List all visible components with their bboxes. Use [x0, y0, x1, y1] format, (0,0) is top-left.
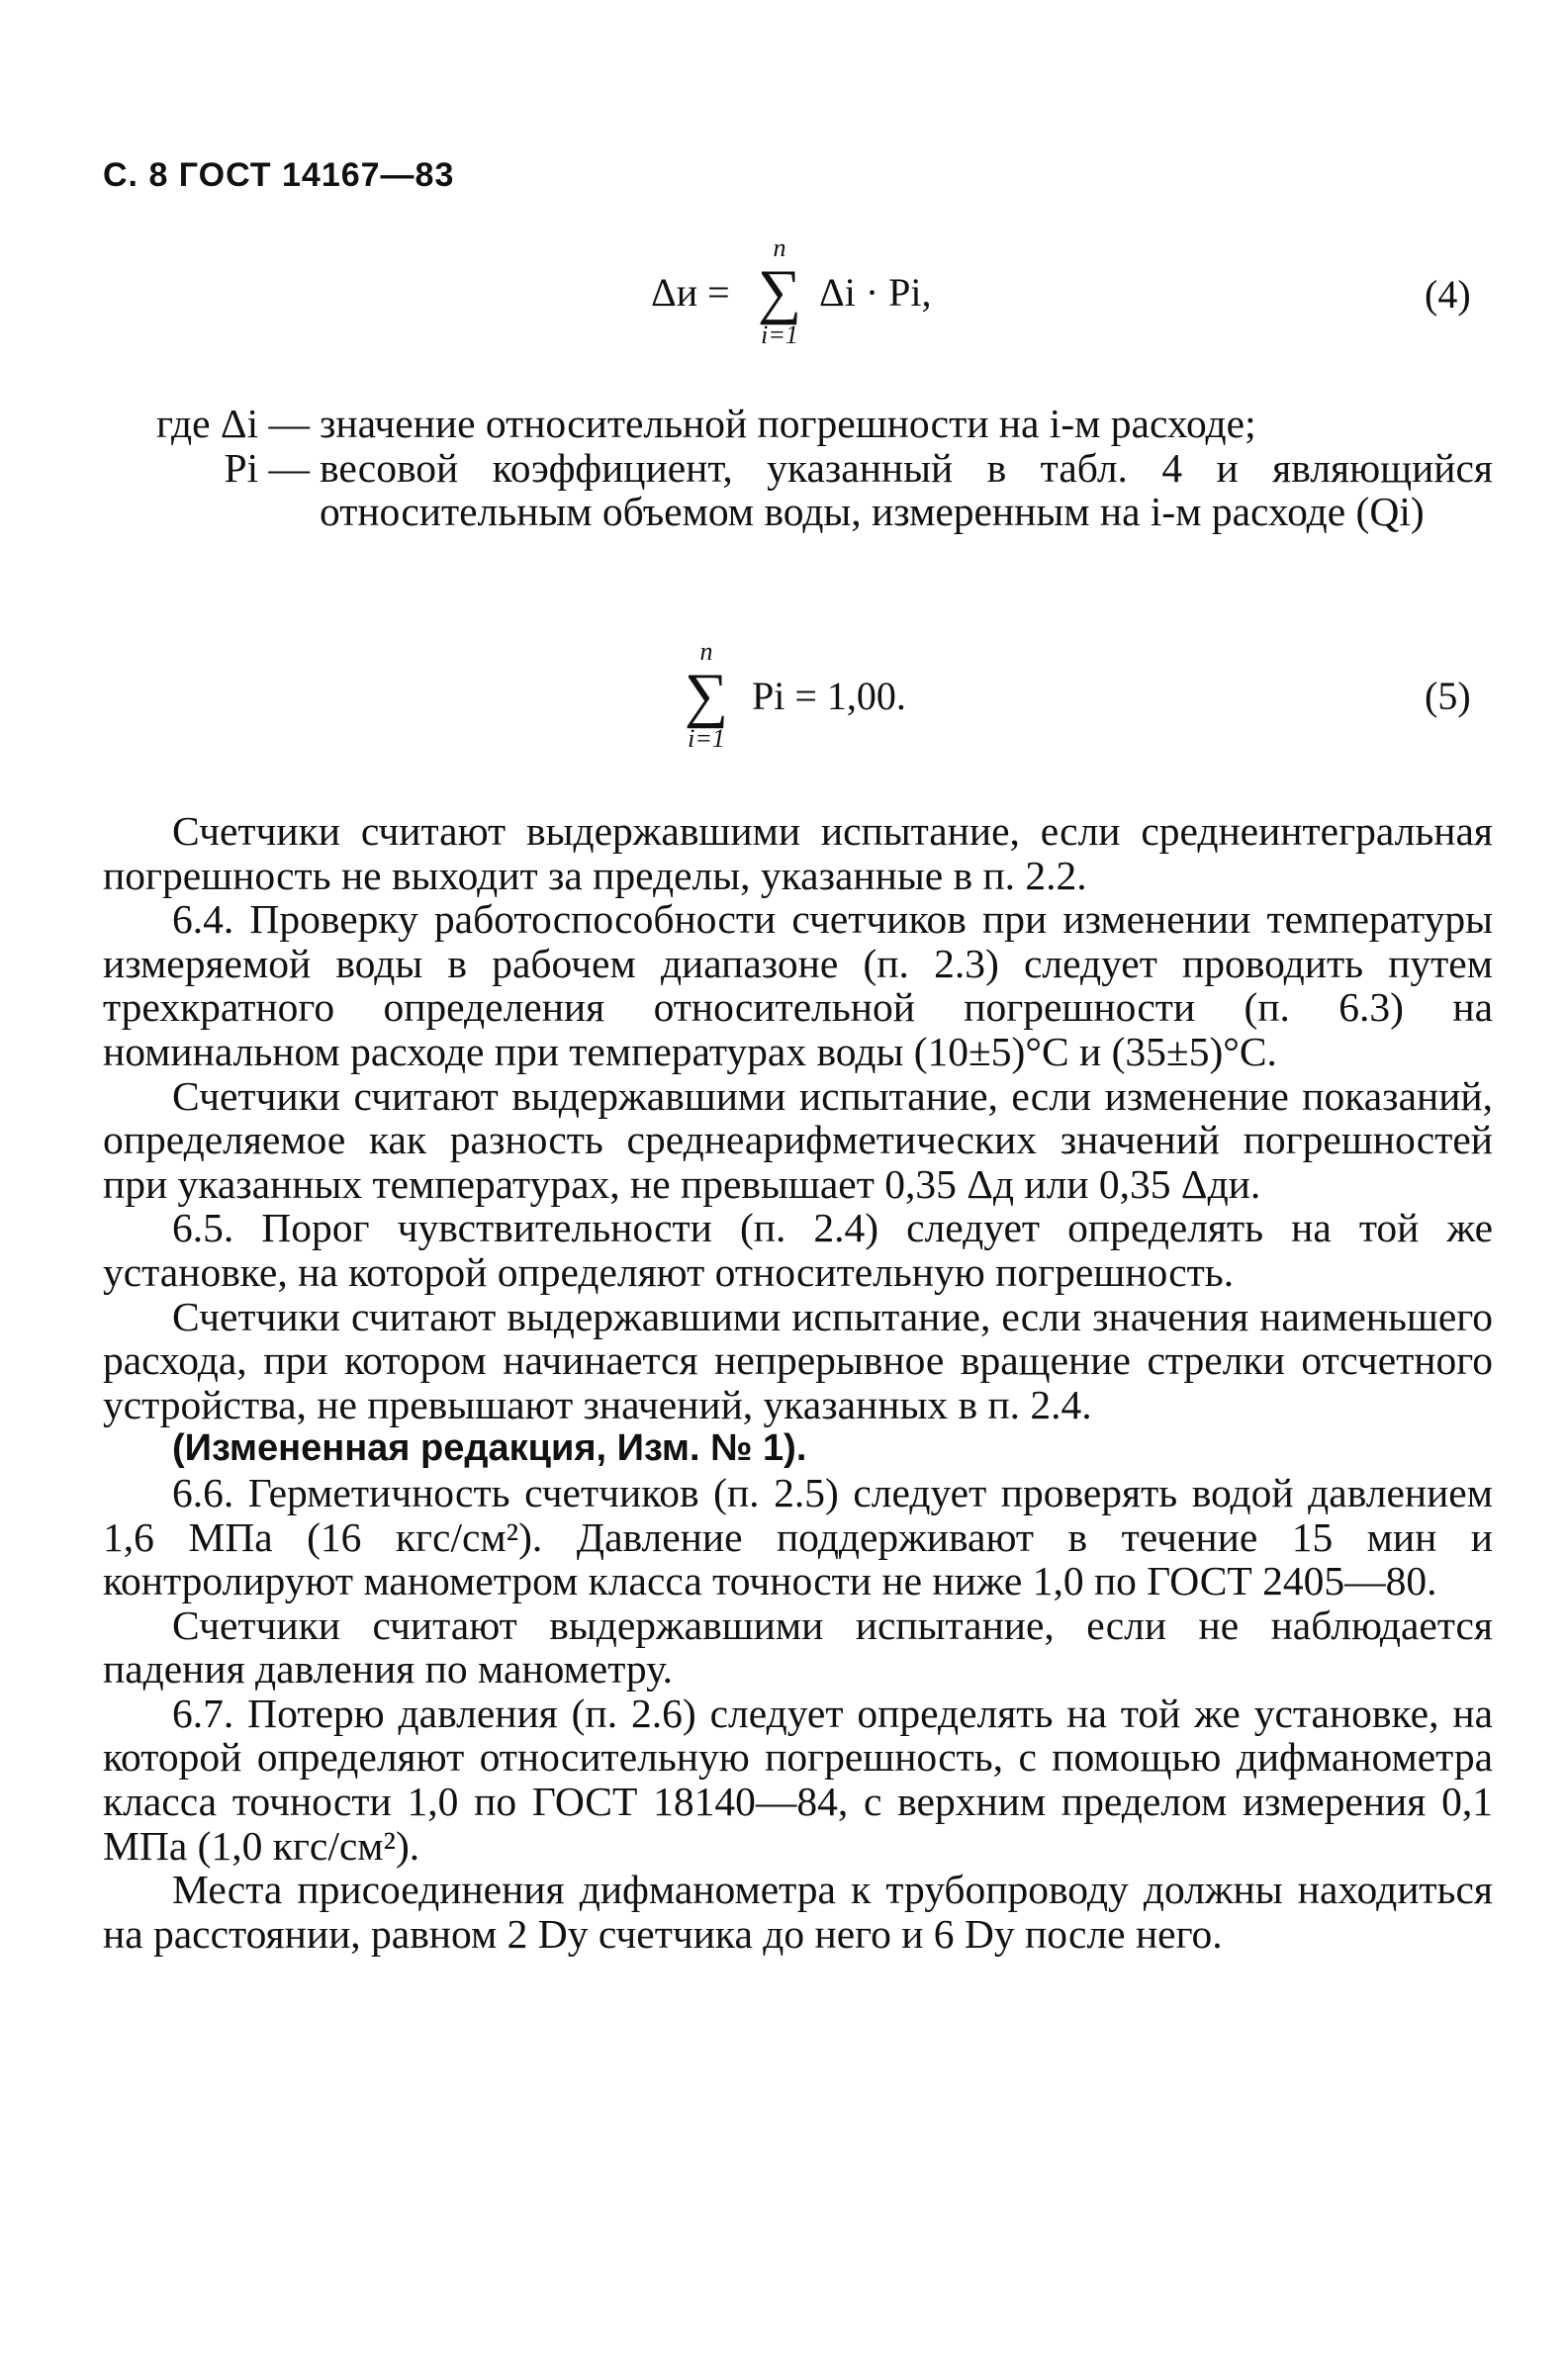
formula-5-sum-top: n [699, 637, 713, 666]
definition-item [127, 402, 1493, 446]
formula-4-number: (4) [1425, 272, 1471, 317]
paragraph: 6.7. Потерю давления (п. 2.6) следует определять на той же установке, на которой определяют относительную погрешность, с помощью дифманометра класса точности 1,0 по ГОСТ 18140—84, с верхним пределом измерения 0,1 МПа (1,0 кгс/см²). [103, 1690, 1493, 1869]
paragraph: 6.4. Проверку работоспособности счетчиков при изменении температуры измеряемой воды в рабочем диапазоне (п. 2.3) следует проводить путем трехкратного определения относительной погрешности (п. 6.3) на номинальном расходе при температурах воды (10±5)°С и (35±5)°С. [103, 896, 1493, 1074]
paragraph: Счетчики считают выдержавшими испытание, если значения наименьшего расхода, при котором начинается непрерывное вращение стрелки отсчетного устройства, не превышают значений, указанных в п. 2.4. [103, 1293, 1493, 1427]
formula-4-rhs: Δi · Pi, [819, 270, 932, 315]
paragraph: Места присоединения дифманометра к трубопроводу должны находиться на расстоянии, равном 2 Dу счетчика до него и 6 Dу после него. [103, 1867, 1493, 1957]
definitions [127, 402, 1493, 534]
paragraph: Счетчики считают выдержавшими испытание, если изменение показаний, определяемое как разность среднеарифметических значений погрешностей при указанных температурах, не превышает 0,35 Δд или 0,35 Δди. [103, 1072, 1493, 1207]
formula-5-sum-bottom: i=1 [688, 724, 725, 753]
sigma-icon: ∑ [684, 662, 729, 729]
amendment-note: (Измененная редакция, Изм. № 1). [172, 1427, 807, 1470]
definition-item [127, 446, 1493, 534]
paragraph: Счетчики считают выдержавшими испытание, если не наблюдается падения давления по манометру. [103, 1602, 1493, 1693]
formula-4-sum-bottom: i=1 [761, 320, 798, 349]
definition-term: где Δi — [156, 401, 310, 446]
sigma-icon: ∑ [757, 258, 802, 325]
formula-4-lhs: Δи = [651, 270, 730, 315]
page-header: С. 8 ГОСТ 14167—83 [103, 156, 455, 194]
paragraph: 6.6. Герметичность счетчиков (п. 2.5) следует проверять водой давлением 1,6 МПа (16 кгс/см²). Давление поддерживают в течение 15 мин и контролируют манометром класса точности не ниже 1,0 по ГОСТ 2405—80. [103, 1469, 1493, 1604]
definition-term: Pi — [224, 444, 310, 491]
formula-4-sum [752, 235, 807, 348]
body-text [103, 809, 1493, 1956]
formula-5-number: (5) [1425, 674, 1471, 718]
definition-text: значение относительной погрешности на i-м расходе; [320, 401, 1256, 446]
formula-5-rhs: Pi = 1,00. [752, 674, 906, 718]
paragraph: Счетчики считают выдержавшими испытание, если среднеинтегральная погрешность не выходит за пределы, указанные в п. 2.2. [103, 808, 1493, 898]
paragraph: 6.5. Порог чувствительности (п. 2.4) следует определять на той же установке, на которой определяют относительную погрешность. [103, 1205, 1493, 1295]
formula-5-sum [679, 639, 734, 752]
definition-text: весовой коэффициент, указанный в табл. 4 и являющийся относительным объемом воды, измеренным на i-м расходе (Qi) [320, 444, 1493, 535]
formula-4-sum-top: n [773, 233, 786, 262]
